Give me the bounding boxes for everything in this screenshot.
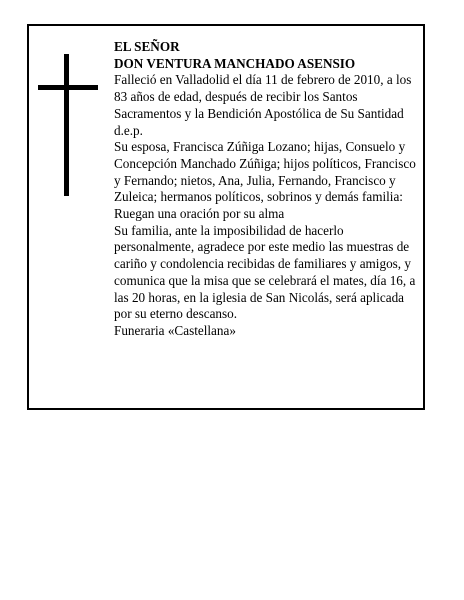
prayer-request: Ruegan una oración por su alma <box>114 206 285 222</box>
family-paragraph: Su esposa, Francisca Zúñiga Lozano; hijas, Consuelo y Concepción Manchado Zúñiga; hijos políticos, Francisco y Fernando; nietos, Ana, Julia, Fernando, Francisco y Zuleica; hermanos políticos, sobrinos y demás familia: <box>114 139 416 205</box>
obituary-text <box>114 39 420 340</box>
funeral-home-name: Funeraria «Castellana» <box>114 322 236 338</box>
death-details-paragraph: Falleció en Valladolid el día 11 de febrero de 2010, a los 83 años de edad, después de recibir los Santos Sacramentos y la Bendición Apostólica de Su Santidad d.e.p. <box>114 72 412 138</box>
cross-icon <box>38 54 98 196</box>
thanks-and-mass-paragraph: Su familia, ante la imposibilidad de hacerlo personalmente, agradece por este medio las muestras de cariño y condolencia recibidas de familiares y amigos, y comunica que la misa que se celebrará el mates, día 16, a las 20 horas, en la iglesia de San Nicolás, será aplicada por su eterno descanso. <box>114 222 416 322</box>
cross-horizontal-bar <box>38 85 98 90</box>
title-line-1: EL SEÑOR <box>114 39 180 54</box>
deceased-name: DON VENTURA MANCHADO ASENSIO <box>114 55 356 71</box>
cross-vertical-bar <box>64 54 69 196</box>
